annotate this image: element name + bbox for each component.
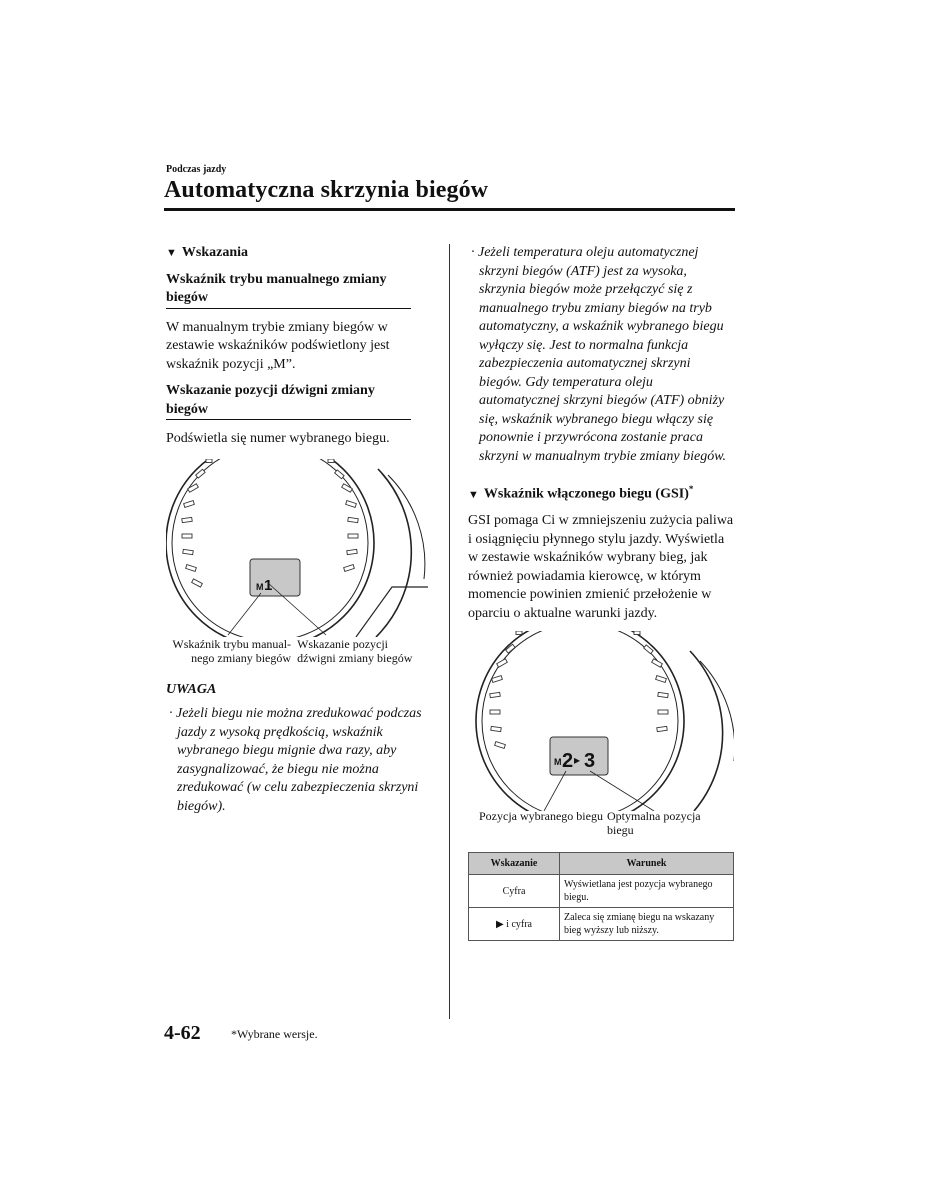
footnote: *Wybrane wersje. [231,1027,318,1041]
cell-condition: Wyświetlana jest pozycja wybranego biegu. [560,875,734,908]
display-mode-letter: M [256,581,264,592]
callout-line-current [544,771,566,811]
upshift-arrow-icon: ▸ [574,753,581,768]
callout-line-mode [228,593,261,635]
display-target-gear: 3 [584,750,596,773]
paragraph-lever-position: Podświetla się numer wybranego biegu. [166,431,390,446]
heading-gsi: ▼ Wskaźnik włączonego biegu (GSI)* [468,484,694,502]
adjacent-gauge-pointer [356,587,428,637]
note-title: UWAGA [166,681,217,697]
adjacent-gauge-arc [690,651,723,811]
left-column [166,244,428,828]
column-divider [449,244,450,1019]
gauge-illustration [166,459,428,637]
display-current-gear: 2 [562,750,574,773]
caption-manual-mode-indicator: Wskaźnik trybu manual-nego zmiany biegów [172,636,292,665]
cell-condition: Zaleca się zmianę biegu na wskazany bieg wyższy lub niższy. [560,908,734,941]
right-column [468,244,734,941]
title-rule [164,208,735,211]
heading-indications: ▼ Wskazania [166,245,249,260]
table-row [469,875,734,908]
triangle-icon: ▼ [166,247,177,259]
section-label: Podczas jazdy [166,164,227,175]
adjacent-gauge-arc [376,469,411,637]
gauge-outer-ring [476,631,684,811]
paragraph-manual-mode: W manualnym trybie zmiany biegów w zestawie wskaźników podświetlony jest wskaźnik pozycji „M”. [166,319,390,372]
column-header-condition: Warunek [560,853,734,875]
note-item: · Jeżeli biegu nie można zredukować podczas jazdy z wysoką prędkością, wskaźnik wybranego biegu mignie dwa razy, aby zasygnalizować, że biegu nie można zredukować (w celu zabezpieczenia skrzyni biegów). [169,706,422,814]
caption-current-gear: Pozycja wybranego biegu [479,809,603,824]
note-item: · Jeżeli temperatura oleju automatycznej skrzyni biegów (ATF) jest za wysoka, skrzynia biegów może przełączyć się z manualnego trybu zmiany biegów na tryb automatyczny, a wskaźnik wybranego biegu wyłączy się. Jest to normalna funkcja zabezpieczenia automatycznej skrzyni biegów. Gdy temperatura oleju automatycznej skrzyni biegów (ATF) obniży się, wskaźnik wybranego biegu włączy się ponownie i przywrócona zostanie praca skrzyni w manualnym trybie zmiany biegów. [471,245,727,464]
page-title: Automatyczna skrzynia biegów [164,177,489,203]
cell-indication: Cyfra [469,875,560,908]
paragraph-gsi: GSI pomaga Ci w zmniejszeniu zużycia paliwa i osiągnięciu płynnego stylu jazdy. Wyświetla w zestawie wskaźników wybrany bieg, jak również powiadamia kierowcę, w którym momencie powinien zmienić przełożenie w oparciu o aktualne warunki jazdy. [468,513,734,621]
subheading-lever-position: Wskazanie pozycji dźwigni zmiany biegów [166,382,411,420]
cell-indication: ▶ i cyfra [469,908,560,941]
figure-captions [468,809,734,837]
figure-captions [166,637,428,665]
gauge-inner-ring [172,459,368,637]
indication-table [468,852,734,941]
subheading-manual-mode: Wskaźnik trybu manualnego zmiany biegów [166,271,411,309]
page-number: 4-62 [164,1022,201,1044]
gauge-illustration [468,631,734,811]
table-row [469,908,734,941]
figure-gsi [468,631,734,837]
gauge-inner-ring [482,631,678,811]
caption-lever-position: Wskazanie pozycji dźwigni zmiany biegów [297,636,413,665]
table-header-row [469,853,734,875]
column-header-indication: Wskazanie [469,853,560,875]
display-gear-digit: 1 [264,576,273,594]
display-mode-letter: M [554,757,562,768]
callout-line-target [590,771,654,811]
adjacent-gauge-arc-inner [700,661,734,761]
caption-optimal-gear: Optymalna pozycja biegu [607,809,701,838]
figure-manual-indicator [166,459,428,665]
triangle-icon: ▼ [468,488,479,501]
gauge-tick-marks [490,631,668,748]
